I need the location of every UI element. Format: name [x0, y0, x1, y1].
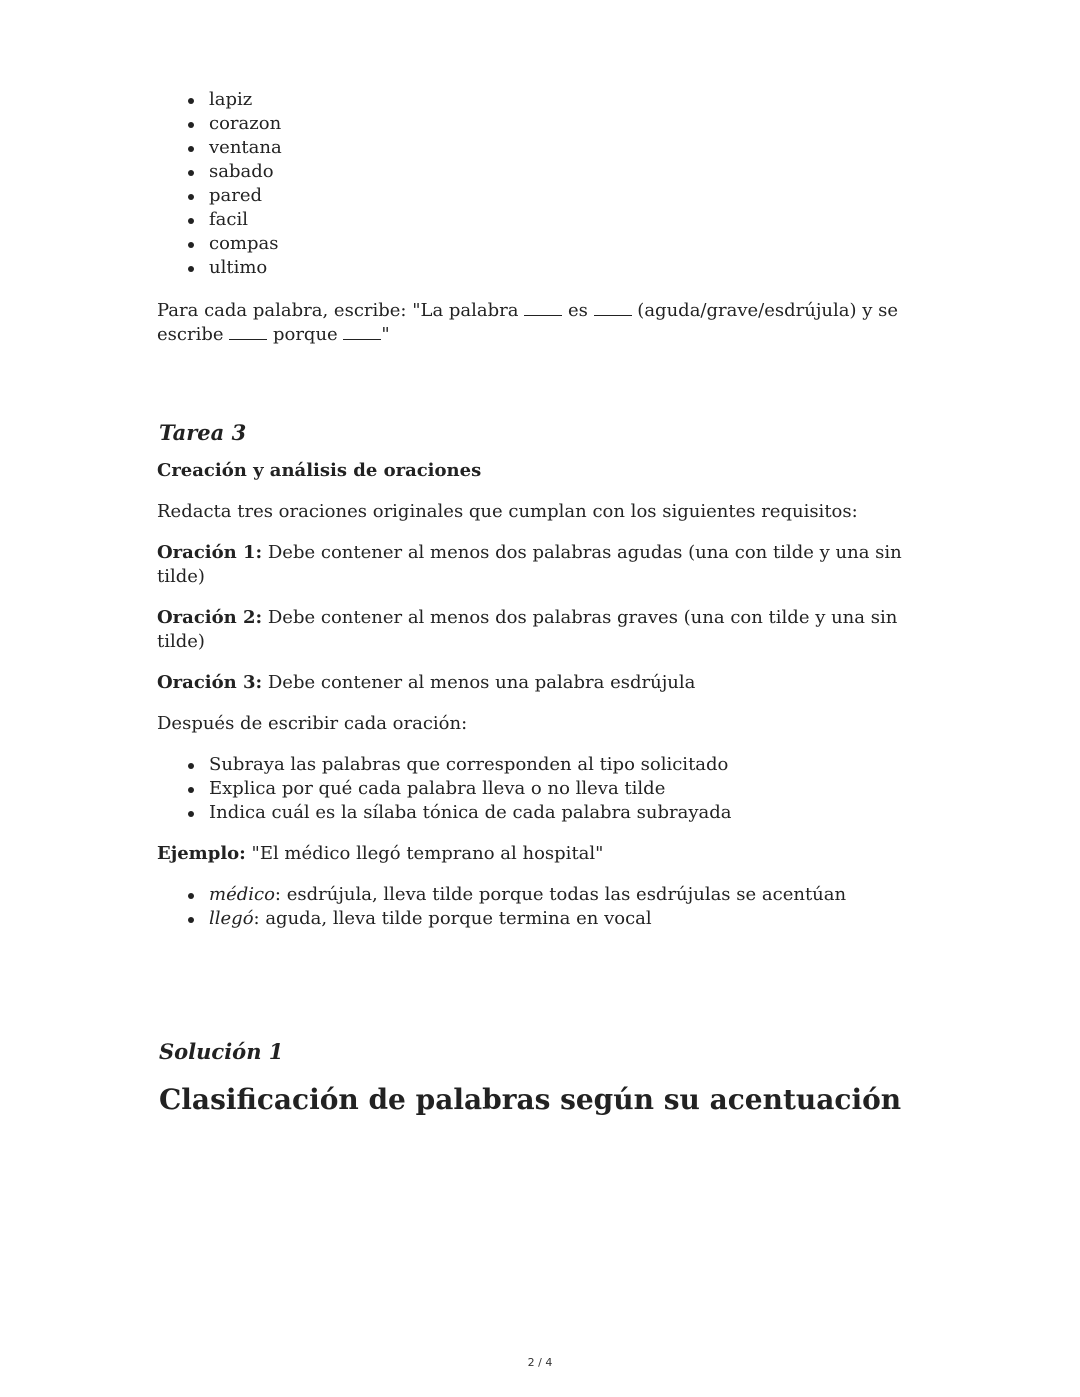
oracion-text: Debe contener al menos dos palabras agudas (una con tilde y una sin tilde): [157, 542, 902, 587]
oracion-3: [157, 671, 937, 695]
list-item: ultimo: [209, 256, 937, 280]
list-item: Subraya las palabras que corresponden al tipo solicitado: [209, 753, 937, 777]
prompt-text: (aguda/grave/esdrújula) y se escribe: [157, 300, 899, 345]
list-item: [209, 907, 937, 931]
oracion-text: Debe contener al menos dos palabras graves (una con tilde y una sin tilde): [157, 607, 898, 652]
steps-list: [157, 753, 937, 825]
solution-title: Clasificación de palabras según su acentuación: [159, 1083, 902, 1116]
list-item: lapiz: [209, 88, 937, 112]
list-item: pared: [209, 184, 937, 208]
oracion-label: Oración 2:: [157, 607, 263, 628]
example-label: Ejemplo:: [157, 843, 246, 864]
blank-line: [343, 323, 381, 340]
list-item: compas: [209, 232, 937, 256]
list-item: facil: [209, 208, 937, 232]
intro-paragraph: Redacta tres oraciones originales que cumplan con los siguientes requisitos:: [157, 501, 858, 522]
after-writing-intro: Después de escribir cada oración:: [157, 713, 468, 734]
example-list: [157, 883, 937, 931]
oracion-label: Oración 1:: [157, 542, 263, 563]
document-page: [157, 88, 937, 1118]
word-list: [157, 88, 937, 280]
oracion-text: Debe contener al menos una palabra esdrújula: [262, 672, 696, 693]
example-paragraph: [157, 842, 937, 866]
subsection-title: Creación y análisis de oraciones: [157, 460, 482, 481]
oracion-label: Oración 3:: [157, 672, 263, 693]
example-word: llegó: [209, 908, 254, 929]
prompt-text: es: [562, 300, 594, 321]
example-explanation: : aguda, lleva tilde porque termina en vocal: [253, 908, 652, 929]
list-item: Indica cuál es la sílaba tónica de cada palabra subrayada: [209, 801, 937, 825]
exercise-prompt: [157, 299, 937, 347]
example-word: médico: [209, 884, 275, 905]
section-heading-tarea-3: Tarea 3: [159, 420, 247, 445]
blank-line: [229, 323, 267, 340]
example-explanation: : esdrújula, lleva tilde porque todas las esdrújulas se acentúan: [274, 884, 847, 905]
section-heading-solucion-1: Solución 1: [159, 1039, 284, 1064]
list-item: corazon: [209, 112, 937, 136]
blank-line: [594, 299, 632, 316]
list-item: [209, 883, 937, 907]
prompt-text: porque: [267, 324, 344, 345]
prompt-text: ": [381, 324, 390, 345]
blank-line: [524, 299, 562, 316]
list-item: sabado: [209, 160, 937, 184]
page-number: 2 / 4: [527, 1356, 553, 1369]
oracion-1: [157, 541, 937, 589]
example-text: "El médico llegó temprano al hospital": [245, 843, 604, 864]
list-item: ventana: [209, 136, 937, 160]
prompt-text: Para cada palabra, escribe: "La palabra: [157, 300, 525, 321]
list-item: Explica por qué cada palabra lleva o no lleva tilde: [209, 777, 937, 801]
oracion-2: [157, 606, 937, 654]
